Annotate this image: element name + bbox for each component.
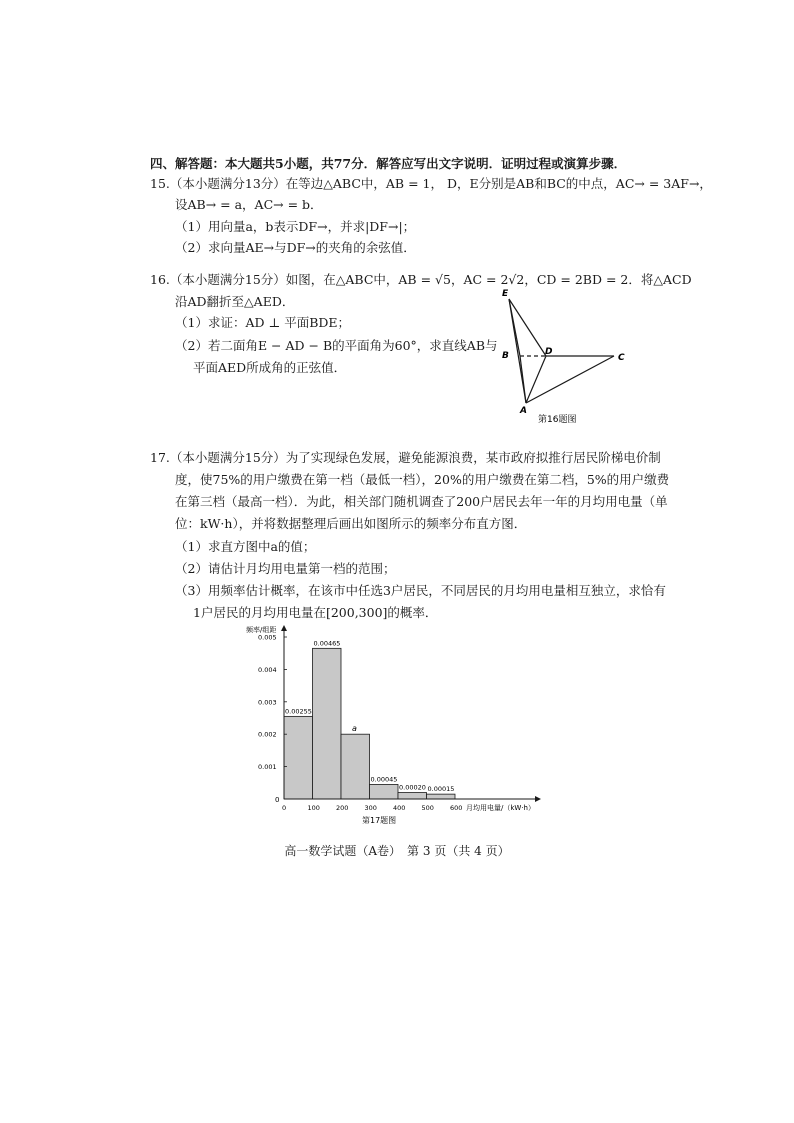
q17-stem-4: 位：kW·h），并将数据整理后画出如图所示的频率分布直方图． bbox=[175, 516, 527, 531]
q16-part-2: （2）若二面角E − AD − B的平面角为60°，求直线AB与 bbox=[175, 338, 498, 353]
label-a: A bbox=[520, 406, 527, 416]
histogram-bar-4 bbox=[398, 793, 427, 799]
q16-part-1: （1）求证：AD ⊥ 平面BDE； bbox=[175, 315, 351, 330]
histogram-bar-5 bbox=[427, 794, 456, 799]
figure-16-caption: 第16题图 bbox=[538, 415, 577, 425]
q16-part-2b: 平面AED所成角的正弦值． bbox=[193, 360, 347, 375]
x-tick-label-1: 100 bbox=[307, 804, 320, 812]
q15-stem: 15.（本小题满分13分）在等边△ABC中，AB = 1， D，E分别是AB和BC的中点，AC→ = 3AF→， bbox=[150, 176, 712, 191]
q15-part-1: （1）用向量a，b表示DF→，并求|DF→|； bbox=[175, 219, 416, 234]
x-tick-label-2: 200 bbox=[336, 804, 349, 812]
label-c: C bbox=[618, 353, 625, 363]
y-tick-label-2: 0.003 bbox=[258, 698, 277, 707]
q17-stem: 17.（本小题满分15分）为了实现绿色发展，避免能源浪费，某市政府拟推行居民阶梯电价制 bbox=[150, 450, 661, 465]
x-tick-label-5: 500 bbox=[421, 804, 434, 812]
bar-label-4: 0.00020 bbox=[399, 783, 426, 792]
bar-label-2: a bbox=[352, 724, 357, 734]
edge-ba bbox=[520, 356, 526, 403]
q15-stem-2: 设AB→ = a，AC→ = b． bbox=[175, 197, 323, 212]
label-d: D bbox=[545, 347, 553, 357]
origin-label: 0 bbox=[275, 796, 280, 804]
x-tick-label-4: 400 bbox=[393, 804, 406, 812]
histogram-bar-3 bbox=[370, 784, 399, 799]
page-footer: 高一数学试题（A卷） 第 3 页（共 4 页） bbox=[284, 844, 510, 858]
y-tick-label-0: 0.001 bbox=[258, 763, 277, 772]
q17-part-3b: 1户居民的月均用电量在[200,300]的概率． bbox=[193, 605, 438, 620]
bar-label-5: 0.00015 bbox=[427, 785, 455, 794]
histogram-bar-2 bbox=[341, 734, 370, 799]
histogram-bar-1 bbox=[313, 648, 342, 799]
y-axis-label: 频率/组距 bbox=[246, 626, 277, 634]
q17-part-2: （2）请估计月均用电量第一档的范围； bbox=[175, 561, 396, 576]
q17-stem-2: 度，使75%的用户缴费在第一档（最低一档），20%的用户缴费在第二档，5%的用户缴费 bbox=[175, 472, 670, 487]
histogram-bar-0 bbox=[284, 716, 313, 799]
q17-part-3: （3）用频率估计概率，在该市中任选3户居民，不同居民的月均用电量相互独立，求恰有 bbox=[175, 583, 666, 598]
label-b: B bbox=[502, 351, 509, 361]
histogram-chart bbox=[240, 622, 560, 832]
bar-label-1: 0.00465 bbox=[313, 639, 341, 648]
y-tick-label-1: 0.002 bbox=[258, 730, 277, 739]
y-tick-label-3: 0.004 bbox=[258, 665, 277, 674]
edge-ca bbox=[526, 356, 614, 403]
x-axis-label: 月均用电量/（kW·h） bbox=[466, 804, 535, 812]
x-tick-label-0: 0 bbox=[282, 804, 287, 812]
q16-stem-2: 沿AD翻折至△AED． bbox=[175, 294, 295, 309]
label-e: E bbox=[502, 289, 509, 299]
bar-label-0: 0.00255 bbox=[285, 707, 312, 716]
bar-label-3: 0.00045 bbox=[370, 775, 398, 784]
q16-figure bbox=[490, 285, 640, 427]
x-tick-label-6: 600 bbox=[450, 804, 463, 812]
section-header: 四、解答题：本大题共5小题，共77分．解答应写出文字说明．证明过程或演算步骤． bbox=[150, 156, 627, 171]
x-tick-label-3: 300 bbox=[364, 804, 377, 812]
q16-stem: 16.（本小题满分15分）如图，在△ABC中，AB = √5，AC = 2√2，CD = 2BD = 2．将△ACD bbox=[150, 272, 692, 287]
y-tick-label-4: 0.005 bbox=[258, 633, 277, 642]
q15-part-2: （2）求向量AE→与DF→的夹角的余弦值． bbox=[175, 240, 416, 255]
edge-da bbox=[526, 356, 546, 403]
q17-part-1: （1）求直方图中a的值； bbox=[175, 539, 316, 554]
figure-17-caption: 第17题图 bbox=[362, 816, 397, 825]
q17-stem-3: 在第三档（最高一档）．为此，相关部门随机调查了200户居民去年一年的月均用电量（单 bbox=[175, 494, 668, 509]
